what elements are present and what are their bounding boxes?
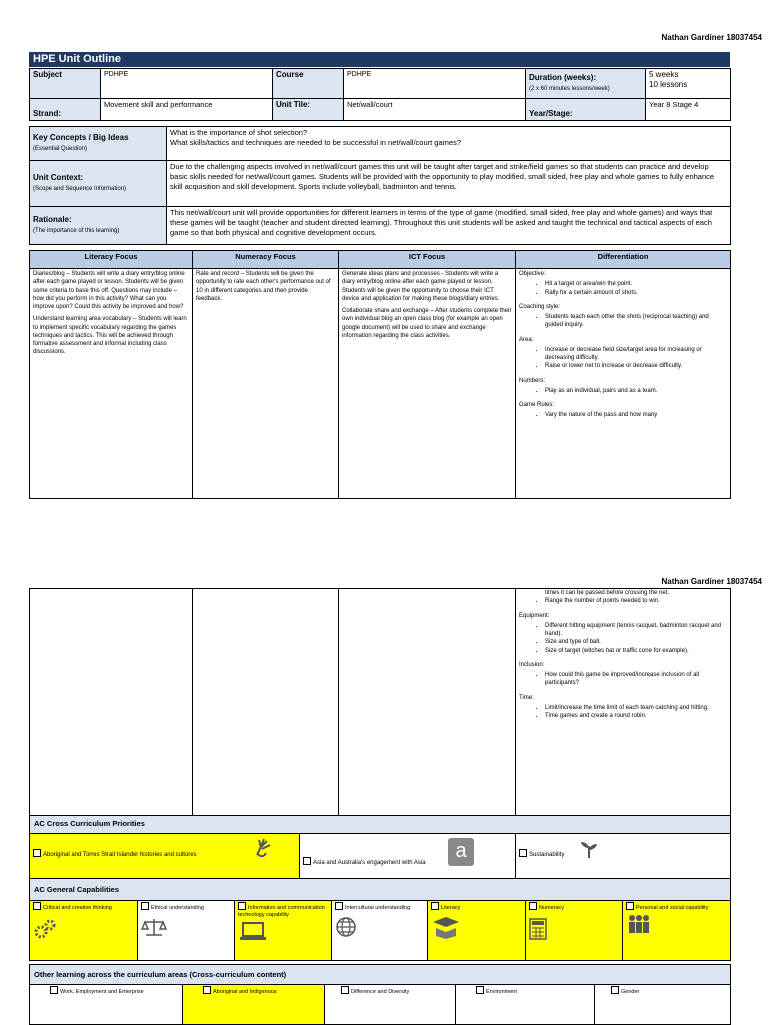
checkbox[interactable]: [431, 902, 439, 910]
priority-asia[interactable]: Asia and Australia's engagement with Asia a: [300, 834, 516, 879]
checkbox[interactable]: [626, 902, 634, 910]
literacy-focus-cell: Diaries/blog – Students will write a diary entry/blog online after each game played or lesson. Students will be given some criteria to base this off. Questions may include – how did you perform in this activity? What can you improve upon? Could this activity be improved and how? Understand learning area vocabulary – Students will learn to implement specific vocabulary regarding the games techniques and tactics. This will be achieved through formative assessment and informal including class discussions.: [30, 269, 193, 499]
checkbox[interactable]: [33, 849, 41, 857]
checkbox[interactable]: [50, 986, 58, 994]
other-gender[interactable]: Gender: [595, 985, 731, 1025]
unit-context-text: Due to the challenging aspects involved in net/wall/court games this unit will be taught after target and strike/field games so that students can practice and develop basic skills needed for net/wall/court games. Students will be provided with the opportunity to play modified, small sided, free play and whole games to fully enhance skill acquisition and skill development. Sports include volleyball, badminton and tennis.: [167, 161, 731, 207]
ac-priorities-head: AC Cross Curriculum Priorities: [30, 816, 731, 834]
differentiation-cell: Objective: • Hit a target or area/win the point. • Rally for a certain amount of shots. Coaching style: • Students teach each other the shots (reciprocal teaching) and guided inquiry. Area: • Increase or decrease field size/target area for increasing or decreasing difficulty. • Raise or lower net to increase or decrease difficulty. Numbers: • Play as an individual, pairs and as a team. Game Rules: • Vary the nature of the pass and how many: [516, 269, 731, 499]
key-concepts-label: Key Concepts / Big Ideas (Essential Question): [30, 127, 167, 161]
priority-aboriginal[interactable]: Aboriginal and Torres Strait Islander histories and cultures: [30, 834, 300, 879]
unit-outline-title: HPE Unit Outline: [29, 52, 730, 67]
checkbox[interactable]: [335, 902, 343, 910]
capability-personal-social[interactable]: Personal and social capability: [623, 901, 731, 961]
unit-details-table: [29, 126, 731, 245]
checkbox[interactable]: [203, 986, 211, 994]
other-learning-head: Other learning across the curriculum areas (Cross-curriculum content): [30, 965, 731, 985]
checkbox[interactable]: [238, 902, 246, 910]
priority-sustainability[interactable]: Sustainability: [516, 834, 731, 879]
course-label: Course: [273, 69, 344, 99]
other-environment[interactable]: Environment: [456, 985, 595, 1025]
capability-numeracy[interactable]: Numeracy: [526, 901, 623, 961]
literacy-focus-head: Literacy Focus: [30, 251, 193, 269]
hand-icon: [252, 837, 274, 859]
year-label: Year/Stage:: [526, 99, 646, 121]
course-value: PDHPE: [344, 69, 526, 99]
checkbox[interactable]: [611, 986, 619, 994]
subject-label: Subject: [30, 69, 101, 99]
duration-label: Duration (weeks): (2 x 60 minutes lessons/week): [526, 69, 646, 99]
ict-focus-cell: Generate ideas plans and processes - Students will write a diary entry/blog online after each game played or lesson. Students will be given the opportunity to choose their ICT device and application for making these blogs/diary entries. Collaborate share and exchange – After students complete their own individual blog an open class blog (for example an open google document) will be used to share and exchange information regarding the class activities.: [339, 269, 516, 499]
sprout-icon: [578, 838, 600, 860]
unit-context-label: Unit Context: (Scope and Sequence Information): [30, 161, 167, 207]
ac-general-head: AC General Capabilities: [30, 879, 731, 901]
checkbox[interactable]: [476, 986, 484, 994]
unit-title-label: Unit Tile:: [273, 99, 344, 121]
capability-ict[interactable]: Information and communication technology capability: [235, 901, 332, 961]
differentiation-head: Differentiation: [516, 251, 731, 269]
unit-info-table: [29, 68, 731, 121]
other-difference-diversity[interactable]: Difference and Diversity: [325, 985, 456, 1025]
asia-icon: a: [448, 838, 474, 866]
checkbox[interactable]: [33, 902, 41, 910]
checkbox[interactable]: [141, 902, 149, 910]
rationale-text: This net/wall/court unit will provide opportunities for different learners in terms of the type of game (modified, small sided, free play and whole games) and ways that these games will be taught (teacher and student directed learning). Throughout this unit students will be asked and taught the technical and tactical aspects of each game so that both physical and cognitive development occurs.: [167, 207, 731, 245]
subject-value: PDHPE: [101, 69, 273, 99]
rationale-label: Rationale: (The importance of this learning): [30, 207, 167, 245]
capability-intercultural[interactable]: Intercultural understanding: [332, 901, 428, 961]
key-concepts-text: What is the importance of shot selection? What skills/tactics and techniques are needed to be successful in net/wall/court games?: [167, 127, 731, 161]
numeracy-continued-cell: [193, 589, 339, 816]
checkbox[interactable]: [341, 986, 349, 994]
ac-priorities-table: [29, 815, 731, 879]
ict-focus-head: ICT Focus: [339, 251, 516, 269]
literacy-continued-cell: [30, 589, 193, 816]
numeracy-focus-head: Numeracy Focus: [193, 251, 339, 269]
author-name: Nathan Gardiner 18037454: [661, 33, 762, 42]
strand-label: Strand:: [30, 99, 101, 121]
people-icon: [626, 914, 652, 934]
laptop-icon: [238, 921, 268, 941]
checkbox[interactable]: [519, 849, 527, 857]
year-value: Year 8 Stage 4: [646, 99, 731, 121]
book-mortarboard-icon: [431, 914, 461, 940]
calculator-icon: [529, 918, 547, 940]
differentiation-continued-table: [29, 588, 731, 816]
other-aboriginal[interactable]: Aboriginal and Indigenous: [183, 985, 325, 1025]
scales-icon: [141, 916, 167, 938]
ac-capabilities-table: [29, 878, 731, 961]
duration-value: 5 weeks 10 lessons: [646, 69, 731, 99]
globe-icon: [335, 916, 357, 938]
other-work-employment[interactable]: Work, Employment and Enterprise: [30, 985, 183, 1025]
checkbox[interactable]: [303, 857, 311, 865]
ict-continued-cell: [339, 589, 516, 816]
focus-table: [29, 250, 731, 499]
numeracy-focus-cell: Rate and record – Students will be given the opportunity to rate each other's performance out of 10 in different categories and then provide feedback.: [193, 269, 339, 499]
strand-value: Movement skill and performance: [101, 99, 273, 121]
checkbox[interactable]: [529, 902, 537, 910]
gears-icon: [33, 918, 57, 940]
unit-title-value: Net/wall/court: [344, 99, 526, 121]
author-name-page-2: Nathan Gardiner 18037454: [661, 577, 762, 586]
other-learning-table: [29, 964, 731, 1025]
capability-literacy[interactable]: Literacy: [428, 901, 526, 961]
differentiation-continued-cell: times it can be passed before crossing the net. • Range the number of points needed to win. Equipment: • Different hitting equipment (tennis racquet, badminton racquet and hand). • Size and type of ball. • Size of target (witches hat or traffic cone for example). Inclusion: • How could this game be improved/increase inclusion of all participants? Time: • Limit/increase the time limit of each team catching and hitting. • Time games and create a round robin.: [516, 589, 731, 816]
capability-critical-thinking[interactable]: Critical and creative thinking: [30, 901, 138, 961]
capability-ethical[interactable]: Ethical understanding: [138, 901, 235, 961]
